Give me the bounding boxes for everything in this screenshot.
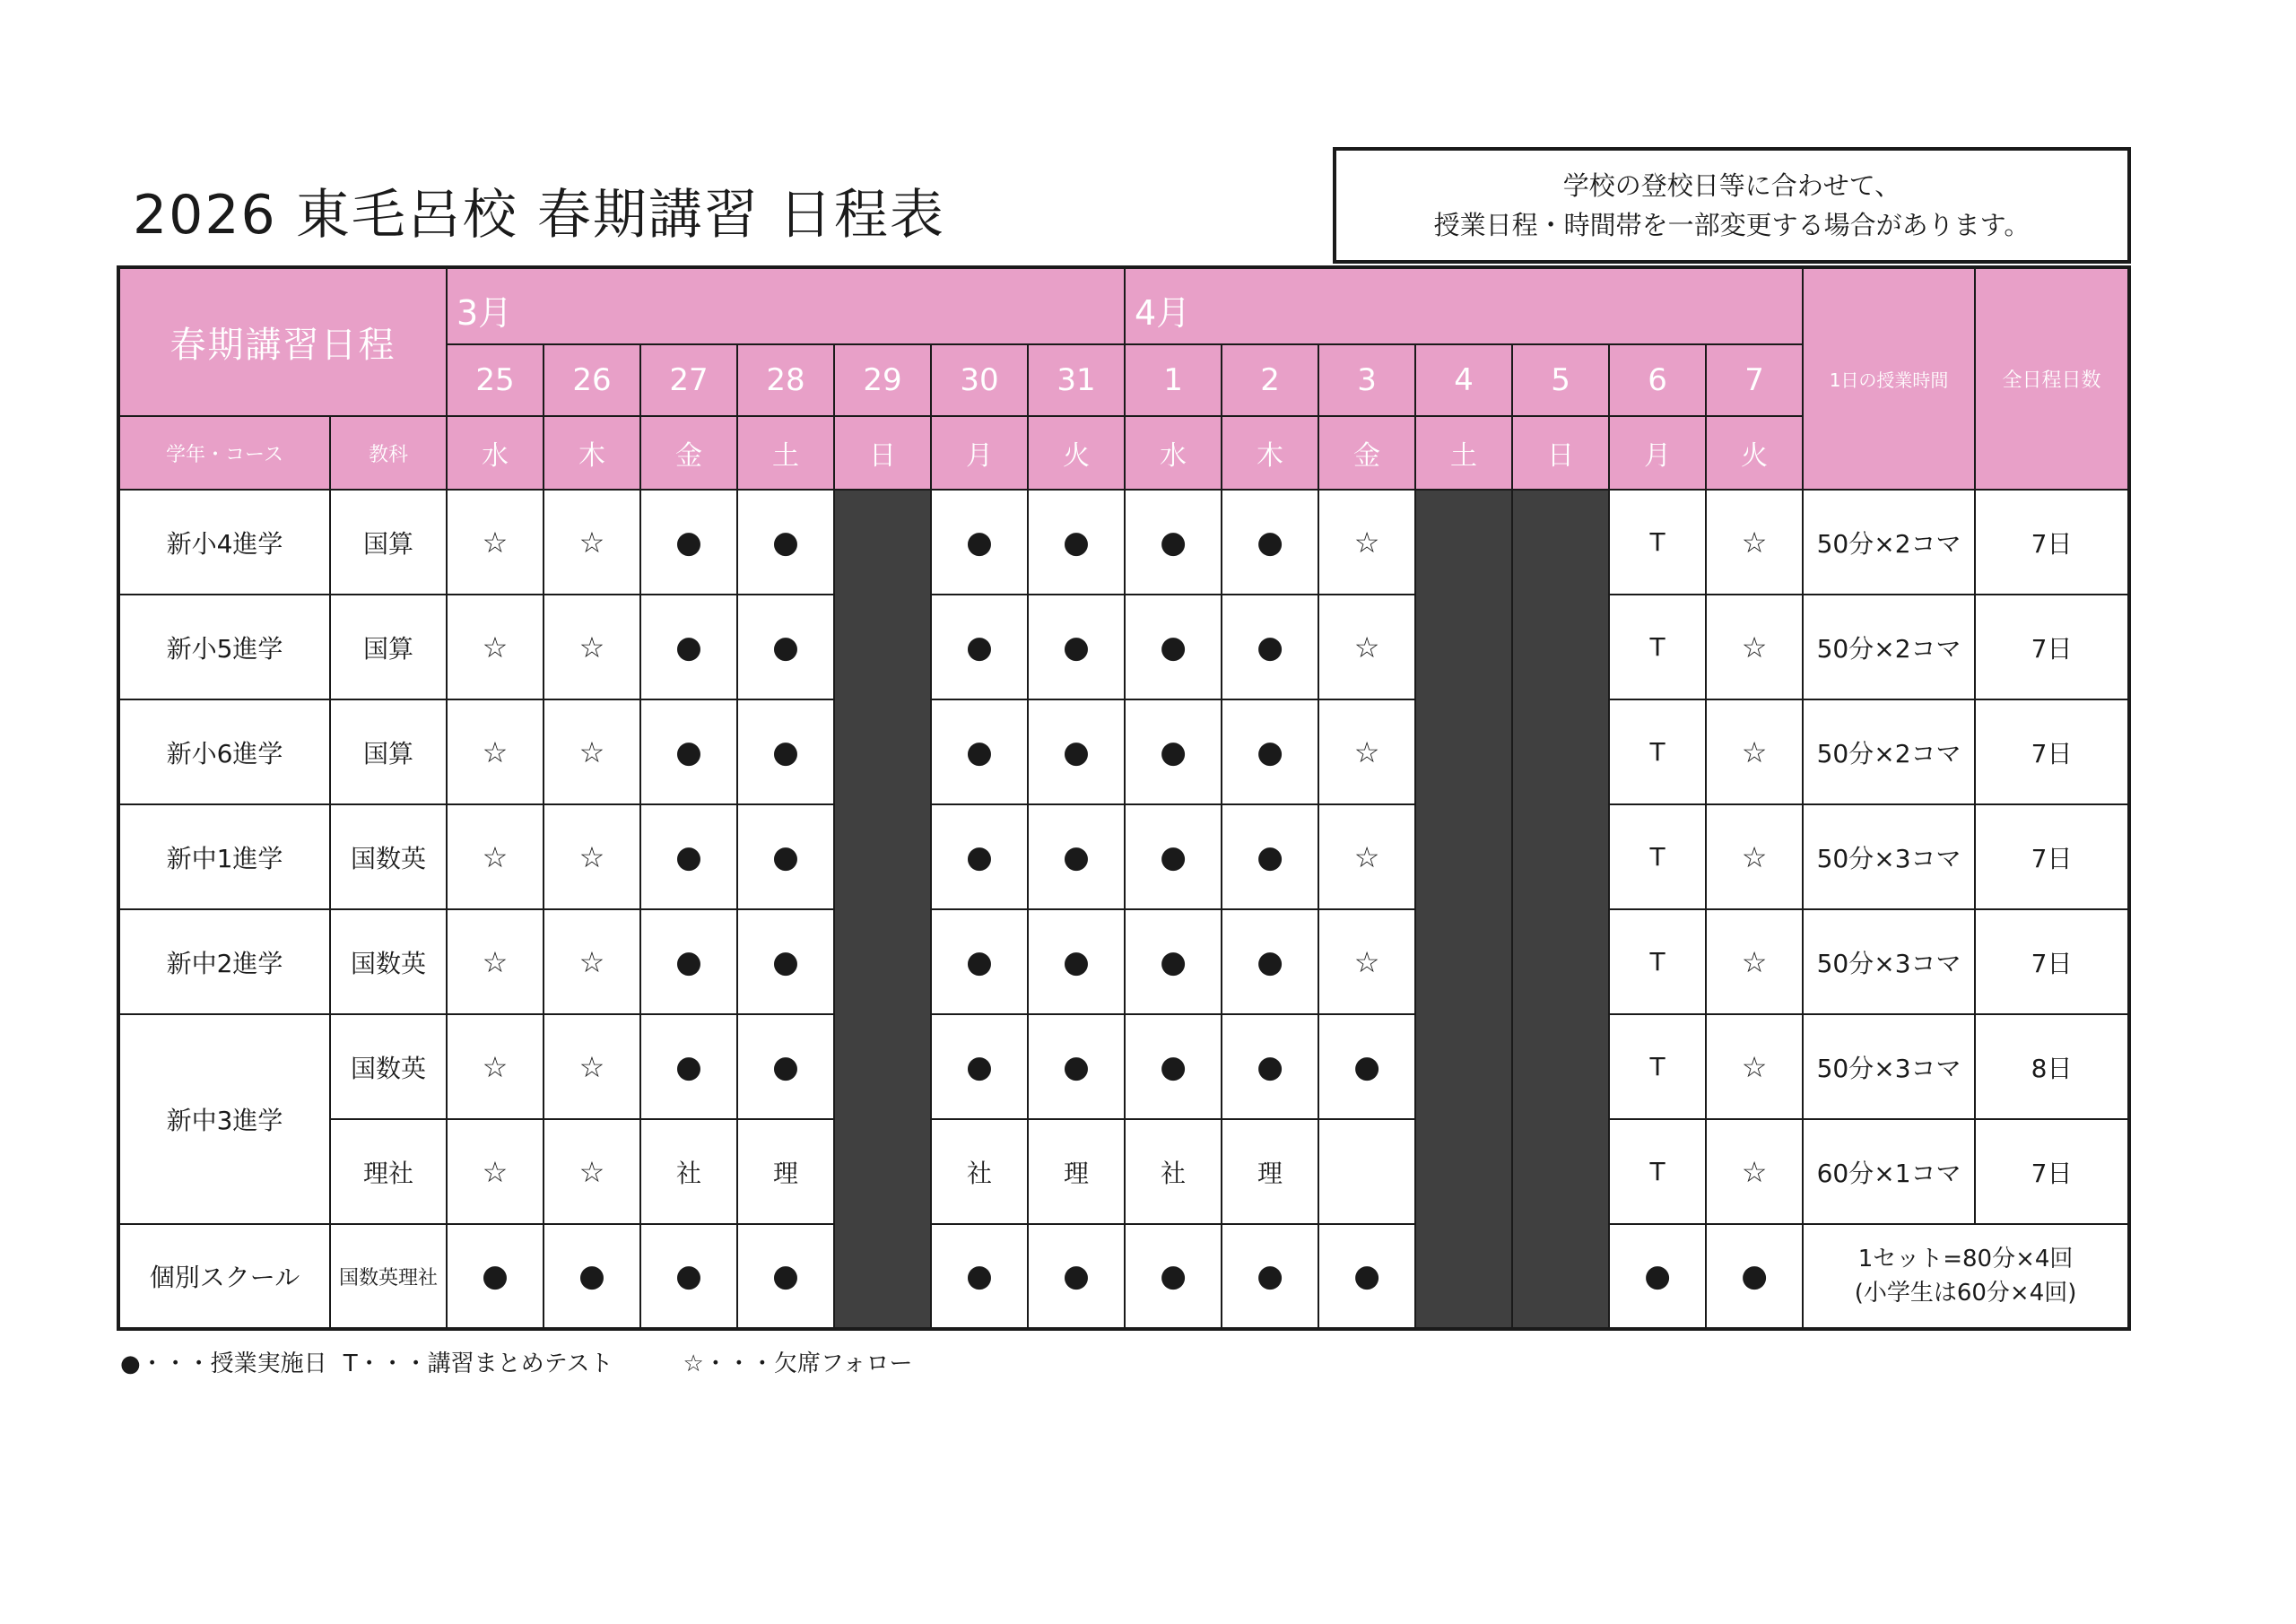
course-cell: 新中1進学 xyxy=(118,804,330,909)
schedule-mark-cell: ● xyxy=(640,909,737,1014)
subject-cell: 国数英 xyxy=(330,909,447,1014)
schedule-mark-cell: T xyxy=(1609,595,1706,699)
daily-time-header: 1日の授業時間 xyxy=(1803,267,1975,490)
day-header: 3 xyxy=(1318,344,1415,416)
table-row xyxy=(118,595,2129,699)
schedule-mark-cell: ● xyxy=(1318,1014,1415,1119)
daily-time-cell: 60分×1コマ xyxy=(1803,1119,1975,1224)
schedule-mark-cell: ● xyxy=(737,699,834,804)
weekday-header: 月 xyxy=(931,416,1028,490)
schedule-mark-cell: 理 xyxy=(737,1119,834,1224)
daily-time-cell: 50分×3コマ xyxy=(1803,1014,1975,1119)
schedule-mark-cell: ☆ xyxy=(1706,699,1803,804)
weekday-header: 日 xyxy=(834,416,931,490)
closed-day-cell xyxy=(834,490,931,1329)
schedule-mark-cell: ● xyxy=(737,490,834,595)
course-cell: 新中2進学 xyxy=(118,909,330,1014)
daily-time-cell: 50分×3コマ xyxy=(1803,909,1975,1014)
schedule-mark-cell: ● xyxy=(640,1224,737,1329)
course-header: 学年・コース xyxy=(118,416,330,490)
subject-cell: 国数英 xyxy=(330,1014,447,1119)
daily-time-cell: 50分×3コマ xyxy=(1803,804,1975,909)
schedule-mark-cell: 社 xyxy=(931,1119,1028,1224)
schedule-mark-cell: ☆ xyxy=(1706,1014,1803,1119)
schedule-mark-cell: ☆ xyxy=(1318,699,1415,804)
schedule-mark-cell: ☆ xyxy=(447,699,544,804)
schedule-mark-cell: ● xyxy=(1222,909,1318,1014)
subject-cell: 国算 xyxy=(330,699,447,804)
schedule-mark-cell: ● xyxy=(1125,1224,1222,1329)
weekday-header: 木 xyxy=(544,416,640,490)
day-header: 6 xyxy=(1609,344,1706,416)
schedule-mark-cell: ☆ xyxy=(1706,490,1803,595)
schedule-mark-cell: ● xyxy=(1222,1014,1318,1119)
total-days-cell: 7日 xyxy=(1975,804,2129,909)
total-days-cell: 7日 xyxy=(1975,595,2129,699)
schedule-mark-cell: ● xyxy=(1125,699,1222,804)
schedule-mark-cell: ☆ xyxy=(447,804,544,909)
weekday-header: 金 xyxy=(1318,416,1415,490)
schedule-mark-cell: ● xyxy=(640,699,737,804)
schedule-mark-cell: ☆ xyxy=(1706,595,1803,699)
schedule-mark-cell: ☆ xyxy=(1706,804,1803,909)
legend-test: T・・・講習まとめテスト xyxy=(343,1350,613,1377)
schedule-mark-cell: T xyxy=(1609,1119,1706,1224)
weekday-header: 土 xyxy=(1415,416,1512,490)
weekday-header: 木 xyxy=(1222,416,1318,490)
notice-line-1: 学校の登校日等に合わせて、 xyxy=(1562,170,1901,201)
schedule-table xyxy=(117,265,2131,1331)
schedule-mark-cell: ● xyxy=(1222,490,1318,595)
schedule-mark-cell: ☆ xyxy=(1318,490,1415,595)
course-cell: 新小4進学 xyxy=(118,490,330,595)
table-row xyxy=(118,1014,2129,1119)
schedule-mark-cell: ● xyxy=(1222,804,1318,909)
schedule-mark-cell: ☆ xyxy=(544,1014,640,1119)
schedule-mark-cell: ● xyxy=(1028,595,1125,699)
schedule-mark-cell: ☆ xyxy=(447,909,544,1014)
schedule-mark-cell: ● xyxy=(447,1224,544,1329)
schedule-mark-cell: ● xyxy=(1028,1014,1125,1119)
table-row xyxy=(118,804,2129,909)
schedule-mark-cell: 社 xyxy=(640,1119,737,1224)
course-cell: 新中3進学 xyxy=(118,1014,330,1224)
schedule-mark-cell: ☆ xyxy=(447,1014,544,1119)
table-row xyxy=(118,1119,2129,1224)
schedule-mark-cell: ☆ xyxy=(447,490,544,595)
weekday-header: 日 xyxy=(1512,416,1609,490)
schedule-mark-cell: ● xyxy=(931,1224,1028,1329)
weekday-header: 水 xyxy=(447,416,544,490)
closed-day-cell xyxy=(1512,490,1609,1329)
weekday-header: 月 xyxy=(1609,416,1706,490)
schedule-mark-cell: ● xyxy=(1222,699,1318,804)
total-days-cell: 7日 xyxy=(1975,1119,2129,1224)
closed-day-cell xyxy=(1415,490,1512,1329)
schedule-mark-cell: ● xyxy=(1125,490,1222,595)
day-header: 25 xyxy=(447,344,544,416)
schedule-mark-cell: 社 xyxy=(1125,1119,1222,1224)
schedule-mark-cell: ● xyxy=(640,1014,737,1119)
total-days-cell: 7日 xyxy=(1975,699,2129,804)
weekday-header: 水 xyxy=(1125,416,1222,490)
schedule-mark-cell: ☆ xyxy=(544,804,640,909)
schedule-mark-cell: ● xyxy=(737,1014,834,1119)
total-days-cell: 8日 xyxy=(1975,1014,2129,1119)
schedule-mark-cell: ● xyxy=(931,490,1028,595)
day-header: 5 xyxy=(1512,344,1609,416)
schedule-mark-cell: ● xyxy=(737,595,834,699)
daily-time-cell: 50分×2コマ xyxy=(1803,699,1975,804)
schedule-mark-cell: ☆ xyxy=(1706,909,1803,1014)
weekday-header: 金 xyxy=(640,416,737,490)
weekday-header: 火 xyxy=(1028,416,1125,490)
schedule-mark-cell: ☆ xyxy=(447,1119,544,1224)
schedule-mark-cell: ☆ xyxy=(447,595,544,699)
schedule-mark-cell: ● xyxy=(1706,1224,1803,1329)
schedule-mark-cell: ● xyxy=(1028,909,1125,1014)
weekday-header: 土 xyxy=(737,416,834,490)
info-line-2: (小学生は60分×4回) xyxy=(1854,1280,2077,1307)
individual-school-info xyxy=(1803,1224,2129,1329)
schedule-mark-cell: ☆ xyxy=(544,909,640,1014)
subject-cell: 国算 xyxy=(330,595,447,699)
schedule-mark-cell: ● xyxy=(1028,490,1125,595)
schedule-mark-cell: 理 xyxy=(1222,1119,1318,1224)
subject-cell: 国算 xyxy=(330,490,447,595)
subject-cell: 国数英 xyxy=(330,804,447,909)
day-header: 4 xyxy=(1415,344,1512,416)
total-days-cell: 7日 xyxy=(1975,909,2129,1014)
schedule-mark-cell: T xyxy=(1609,699,1706,804)
day-header: 29 xyxy=(834,344,931,416)
schedule-mark-cell: T xyxy=(1609,490,1706,595)
schedule-mark-cell: ☆ xyxy=(544,699,640,804)
subject-cell: 国数英理社 xyxy=(330,1224,447,1329)
daily-time-cell: 50分×2コマ xyxy=(1803,595,1975,699)
day-header: 2 xyxy=(1222,344,1318,416)
subject-header: 教科 xyxy=(330,416,447,490)
schedule-mark-cell: ● xyxy=(640,595,737,699)
schedule-mark-cell: ● xyxy=(1125,909,1222,1014)
total-days-header: 全日程日数 xyxy=(1975,267,2129,490)
schedule-mark-cell: ☆ xyxy=(1318,804,1415,909)
schedule-mark-cell: ● xyxy=(1222,595,1318,699)
info-line-1: 1セット=80分×4回 xyxy=(1857,1246,2074,1272)
day-header: 1 xyxy=(1125,344,1222,416)
schedule-mark-cell: T xyxy=(1609,804,1706,909)
schedule-mark-cell: ● xyxy=(737,804,834,909)
schedule-mark-cell: ● xyxy=(931,909,1028,1014)
schedule-mark-cell: ☆ xyxy=(544,595,640,699)
schedule-mark-cell: ● xyxy=(1028,804,1125,909)
legend-class-day: ●・・・授業実施日 xyxy=(120,1350,327,1377)
course-cell: 新小6進学 xyxy=(118,699,330,804)
table-row xyxy=(118,1224,2129,1329)
schedule-mark-cell: ● xyxy=(1318,1224,1415,1329)
schedule-mark-cell: ● xyxy=(1609,1224,1706,1329)
schedule-mark-cell: ● xyxy=(1222,1224,1318,1329)
legend xyxy=(120,1345,983,1378)
schedule-mark-cell: ● xyxy=(737,1224,834,1329)
legend-absence-follow: ☆・・・欠席フォロー xyxy=(683,1350,913,1377)
table-row xyxy=(118,699,2129,804)
daily-time-cell: 50分×2コマ xyxy=(1803,490,1975,595)
schedule-mark-cell: T xyxy=(1609,909,1706,1014)
schedule-mark-cell: ☆ xyxy=(1318,909,1415,1014)
month-april: 4月 xyxy=(1125,267,1803,344)
month-march: 3月 xyxy=(447,267,1125,344)
course-cell: 新小5進学 xyxy=(118,595,330,699)
schedule-mark-cell: ☆ xyxy=(544,1119,640,1224)
day-header: 30 xyxy=(931,344,1028,416)
day-header: 28 xyxy=(737,344,834,416)
schedule-mark-cell: ● xyxy=(544,1224,640,1329)
day-header: 27 xyxy=(640,344,737,416)
schedule-title-cell: 春期講習日程 xyxy=(118,267,447,416)
table-row xyxy=(118,909,2129,1014)
schedule-mark-cell: ● xyxy=(1125,595,1222,699)
schedule-mark-cell: 理 xyxy=(1028,1119,1125,1224)
schedule-mark-cell: ● xyxy=(1028,699,1125,804)
page-title: 2026 東毛呂校 春期講習 日程表 xyxy=(133,184,945,247)
weekday-header: 火 xyxy=(1706,416,1803,490)
day-header: 26 xyxy=(544,344,640,416)
schedule-mark-cell: ☆ xyxy=(1318,595,1415,699)
schedule-mark-cell: ● xyxy=(1028,1224,1125,1329)
schedule-mark-cell: ● xyxy=(1125,804,1222,909)
schedule-mark-cell: ● xyxy=(1125,1014,1222,1119)
notice-box xyxy=(1333,147,2131,264)
day-header: 7 xyxy=(1706,344,1803,416)
subject-cell: 理社 xyxy=(330,1119,447,1224)
schedule-mark-cell: ☆ xyxy=(1706,1119,1803,1224)
schedule-mark-cell: ☆ xyxy=(544,490,640,595)
course-cell: 個別スクール xyxy=(118,1224,330,1329)
total-days-cell: 7日 xyxy=(1975,490,2129,595)
schedule-mark-cell: ● xyxy=(931,804,1028,909)
schedule-mark-cell: ● xyxy=(931,1014,1028,1119)
schedule-mark-cell: ● xyxy=(640,490,737,595)
table-row xyxy=(118,490,2129,595)
schedule-mark-cell: ● xyxy=(931,595,1028,699)
schedule-mark-cell: ● xyxy=(737,909,834,1014)
day-header: 31 xyxy=(1028,344,1125,416)
schedule-mark-cell: ● xyxy=(640,804,737,909)
schedule-mark-cell xyxy=(1318,1119,1415,1224)
notice-line-2: 授業日程・時間帯を一部変更する場合があります。 xyxy=(1433,210,2031,240)
schedule-mark-cell: T xyxy=(1609,1014,1706,1119)
schedule-mark-cell: ● xyxy=(931,699,1028,804)
